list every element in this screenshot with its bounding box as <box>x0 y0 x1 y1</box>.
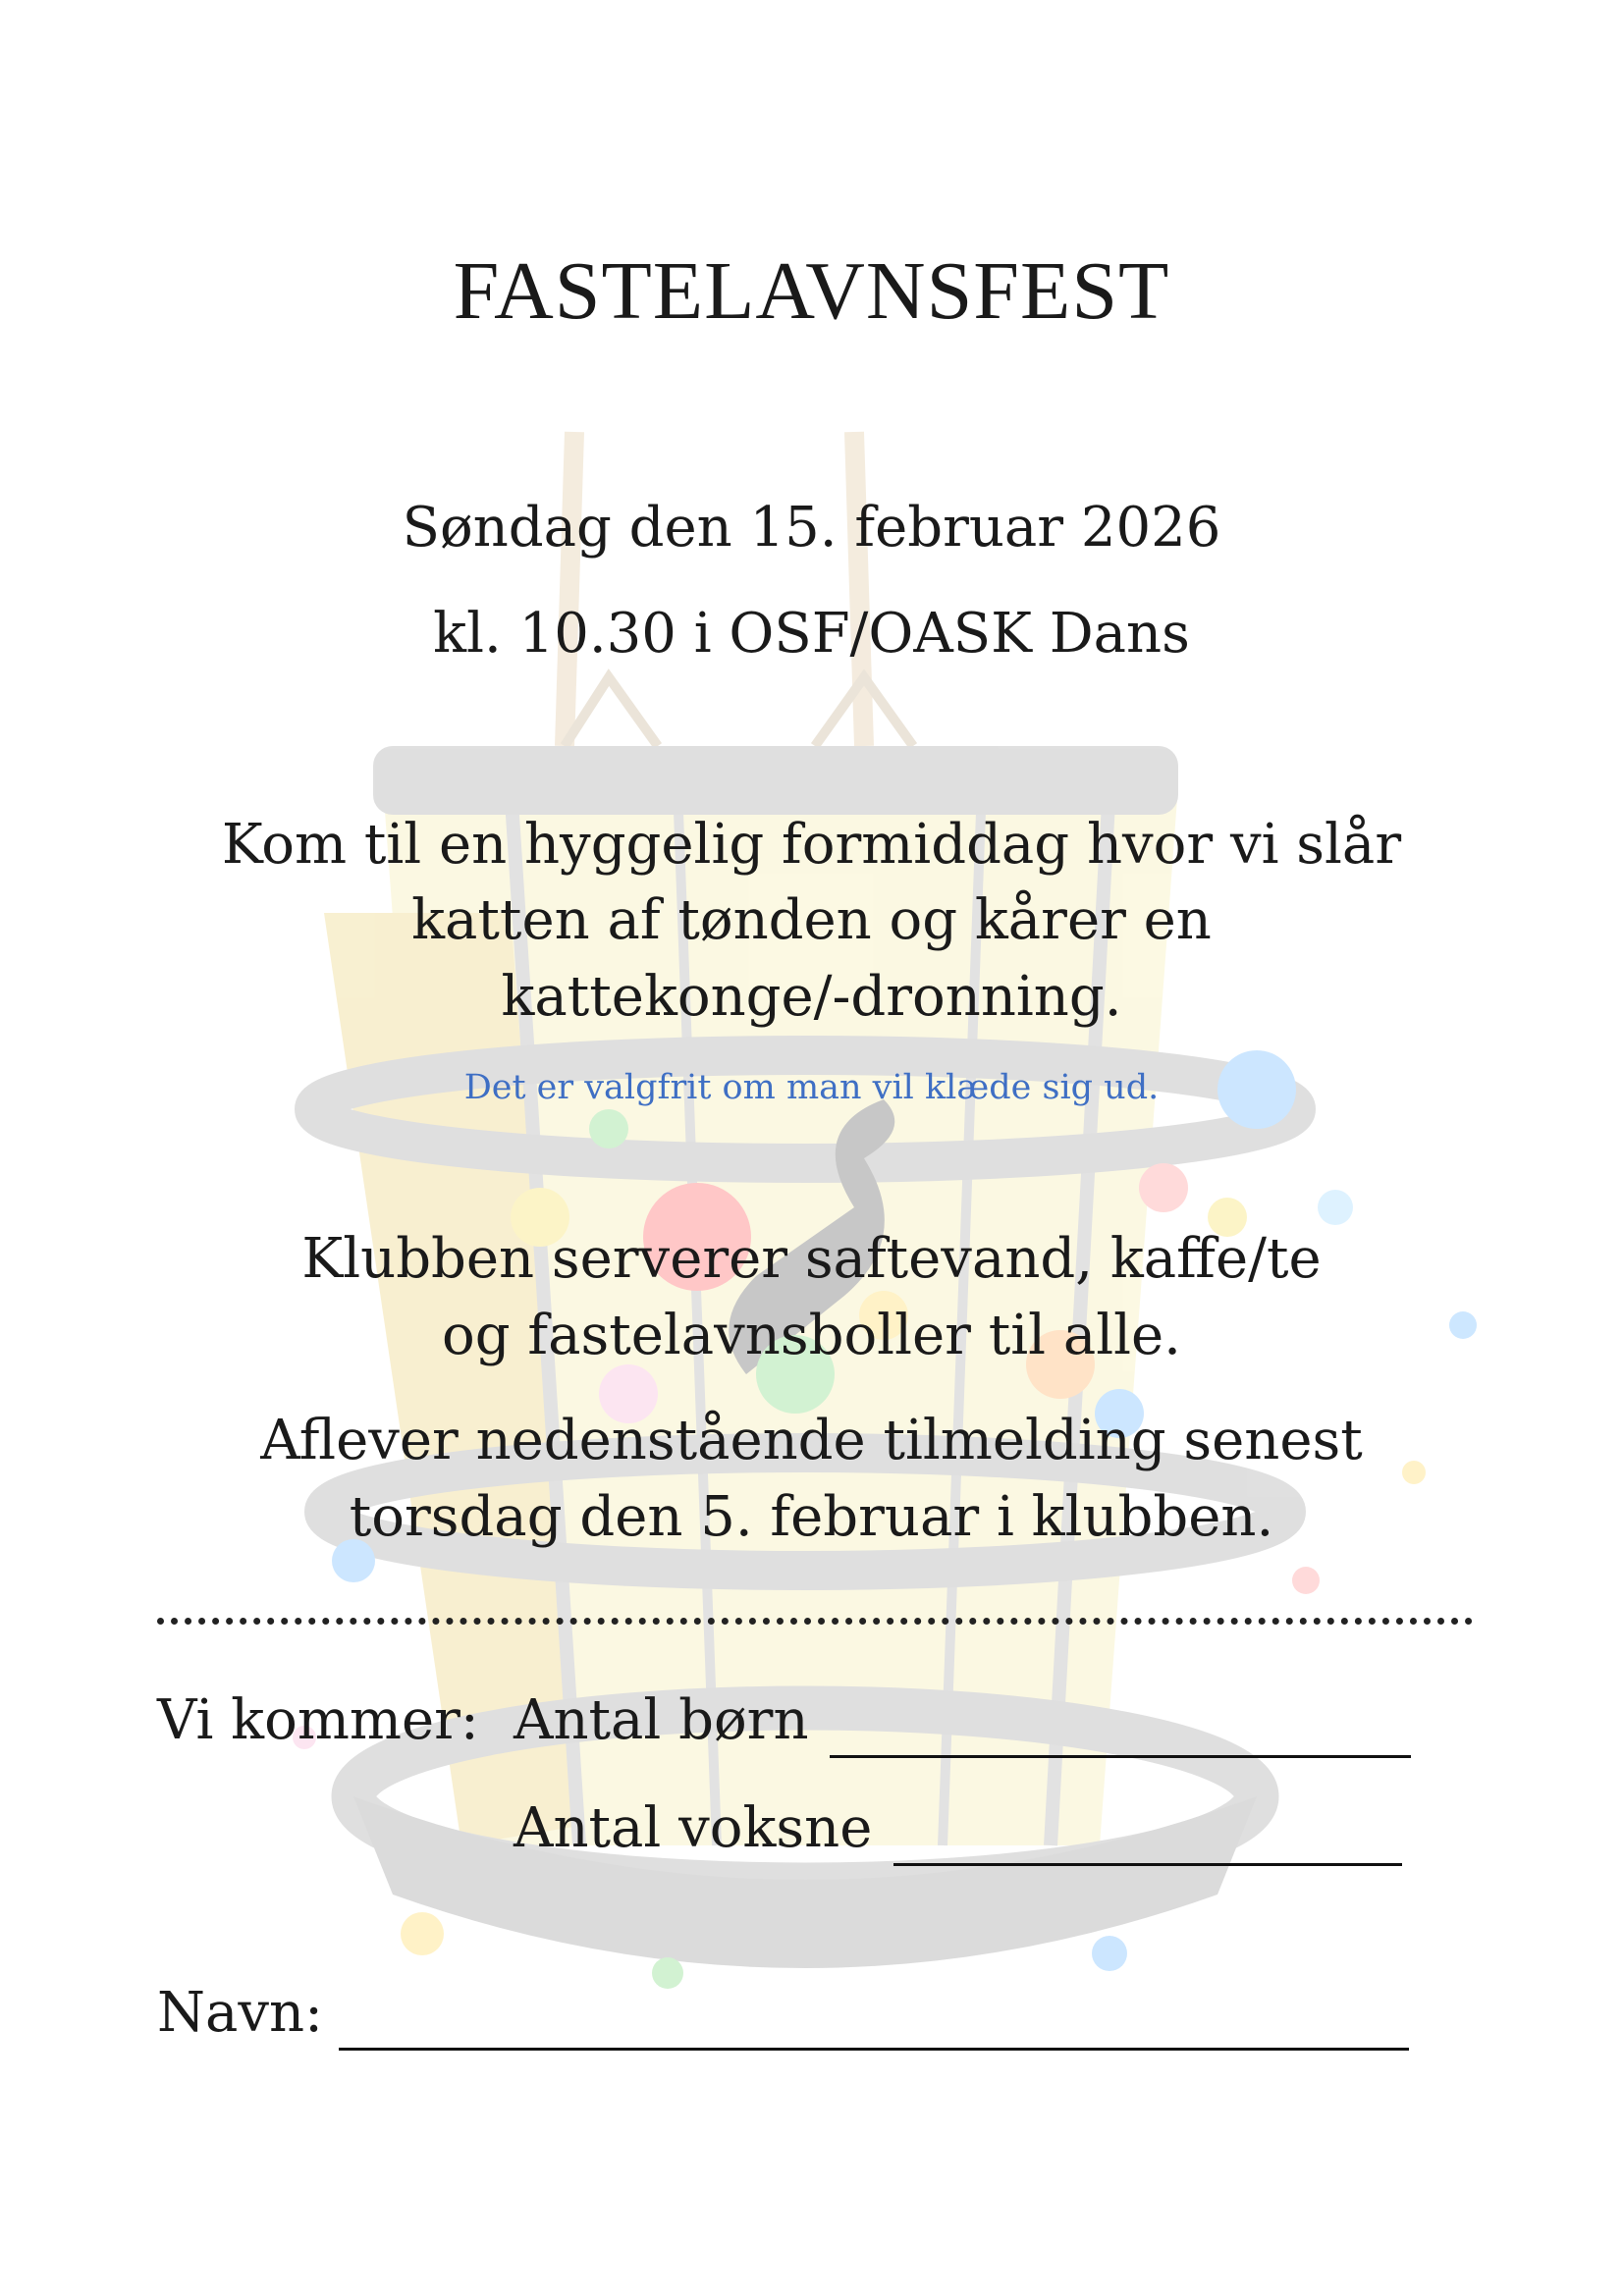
event-date: Søndag den 15. februar 2026 <box>402 496 1221 560</box>
adults-input-line[interactable] <box>893 1863 1402 1866</box>
children-label: Antal børn <box>514 1688 809 1752</box>
deadline-line-1: Aflever nedenstående tilmelding senest <box>260 1409 1363 1472</box>
event-time-place: kl. 10.30 i OSF/OASK Dans <box>433 602 1190 666</box>
cut-line <box>157 1598 1473 1625</box>
we-come-label: Vi kommer: <box>157 1688 479 1752</box>
serve-line-2: og fastelavnsboller til alle. <box>442 1304 1181 1367</box>
dress-note: Det er valgfrit om man vil klæde sig ud. <box>463 1068 1160 1107</box>
deadline-line-2: torsdag den 5. februar i klubben. <box>349 1485 1274 1549</box>
children-input-line[interactable] <box>830 1755 1411 1758</box>
page-title: FASTELAVNSFEST <box>453 245 1170 337</box>
adults-label: Antal voksne <box>514 1796 873 1860</box>
invite-line-2: katten af tønden og kårer en <box>411 888 1212 952</box>
invite-line-3: kattekonge/-dronning. <box>501 965 1122 1029</box>
name-label: Navn: <box>157 1981 323 2045</box>
name-input-line[interactable] <box>339 2048 1409 2051</box>
invite-line-1: Kom til en hyggelig formiddag hvor vi slår <box>221 813 1402 877</box>
serve-line-1: Klubben serverer saftevand, kaffe/te <box>301 1227 1322 1291</box>
